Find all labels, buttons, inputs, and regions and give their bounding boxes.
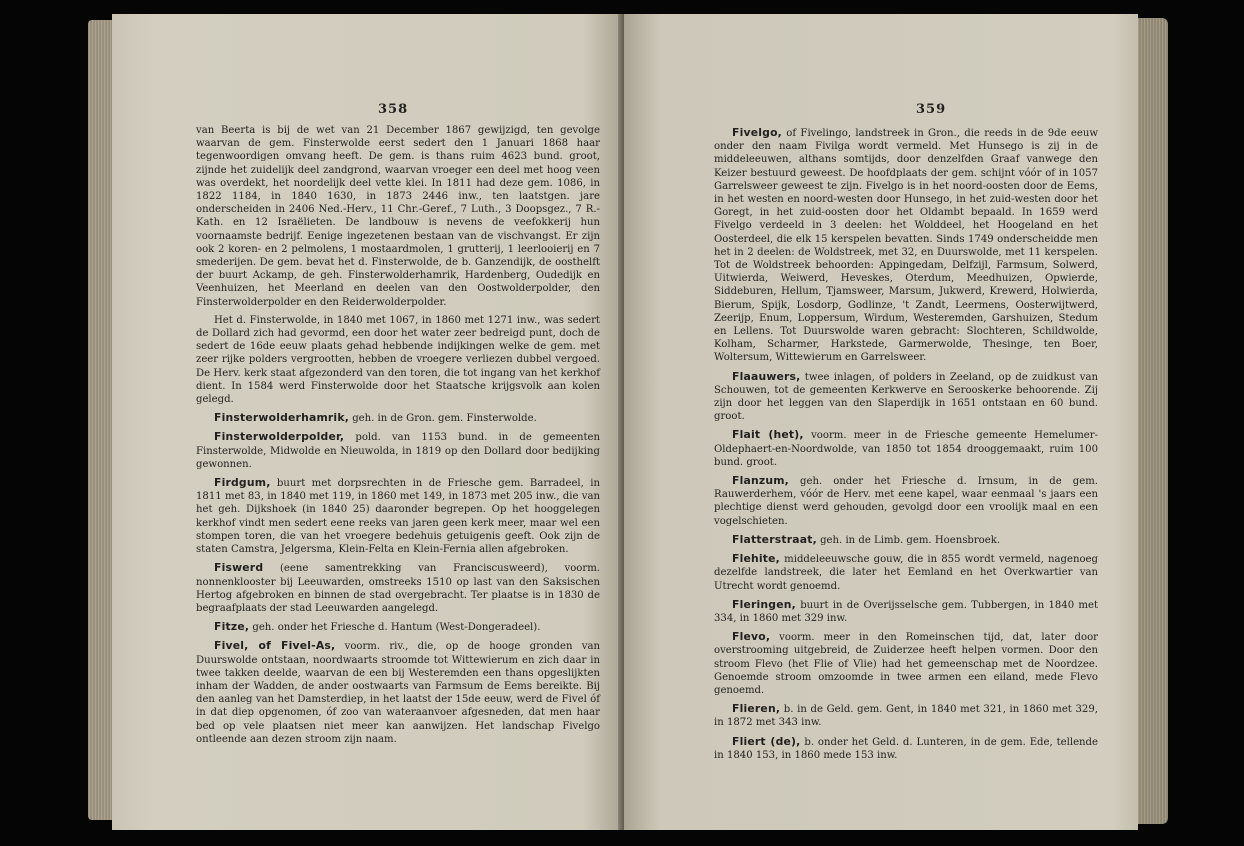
paragraph: Het d. Finsterwolde, in 1840 met 1067, in 1860 met 1271 inw., was sedert de Dollard zich had gevormd, een door het water zeer bedreigd punt, doch de sedert de 16de eeuw plaats gehad hebbende indijkingen welke de gem. met zeer rijke polders vergrootten, hebben de vroegere verliezen dubbel vergoed. De Herv. kerk staat afgezonderd van den toren, die tot ingang van het kerkhof dient. In 1584 werd Finsterwolde door het Staatsche krijgsvolk aan kolen gelegd. <box>196 314 600 406</box>
entry: Flait (het), voorm. meer in de Friesche gemeente Hemelumer-Oldephaert-en-Noordwolde, van 1850 tot 1854 drooggemaakt, ruim 100 bund. groot. <box>714 428 1098 468</box>
entry: Fiswerd (eene samentrekking van Franciscusweerd), voorm. nonnenklooster bij Leeuwarden, omstreeks 1510 op last van den Saksischen Hertog afgebroken en binnen de stad overgebracht. Ter plaatse is in 1830 de begraafplaats der stad Leeuwarden aangelegd. <box>196 561 600 614</box>
entry: Fivelgo, of Fivelingo, landstreek in Gron., die reeds in de 9de eeuw onder den naam Fivilga wordt vermeld. Met Hunsego is zij in de middeleeuwen, althans somtijds, door denzelfden Graaf vanwege den Keizer bestuurd geweest. De hoofdplaats der gem. schijnt vóór of in 1057 Garrelsweer geweest te zijn. Fivelgo is in het noord-oosten door de Eems, in het westen en noord-westen door Hunsego, in het zuid-westen door het Goregt, in het zuid-oosten door het Oldambt bepaald. In 1659 werd Fivelgo verdeeld in 3 deelen: het Wolddeel, het Hoogeland en het Oosterdeel, die elk 15 kerspelen bevatten. Sinds 1749 onderscheidde men het in 2 deelen: de Woldstreek, met 32, en Duurswolde, met 11 kerspelen. Tot de Woldstreek behoorden: Appingedam, Delfzijl, Farmsum, Solwerd, Uitwierda, Weiwerd, Heveskes, Oterdum, Meedhuizen, Opwierde, Siddeburen, Hellum, Tjamsweer, Marsum, Jukwerd, Krewerd, Holwierda, Bierum, Spijk, Losdorp, Godlinze, 't Zandt, Leermens, Oosterwijtwerd, Zeerijp, Enum, Loppersum, Wirdum, Westeremden, Garshuizen, Stedum en Lellens. Tot Duurswolde waren gebracht: Slochteren, Schildwolde, Kolham, Scharmer, Harkstede, Garmerwolde, Thesinge, ten Boer, Woltersum, Wittewierum en Garrelsweer. <box>714 126 1098 364</box>
entry: Flehite, middeleeuwsche gouw, die in 855 wordt vermeld, nagenoeg dezelfde landstreek, die later het Eemland en het Overkwartier van Utrecht wordt genoemd. <box>714 552 1098 592</box>
entry-headword: Finsterwolderhamrik, <box>214 411 349 425</box>
entry-headword: Finsterwolderpolder, <box>214 430 345 444</box>
entry-headword: Fiswerd <box>214 561 264 575</box>
entry-headword: Fliert (de), <box>732 734 801 748</box>
entry: Fliert (de), b. onder het Geld. d. Lunteren, in de gem. Ede, tellende in 1840 153, in 1860 mede 153 inw. <box>714 734 1098 761</box>
right-page <box>624 14 1138 830</box>
entry: Fitze, geh. onder het Friesche d. Hantum (West-Dongeradeel). <box>214 620 541 634</box>
entry-headword: Flatterstraat, <box>732 532 817 546</box>
entry-headword: Flait (het), <box>732 428 804 442</box>
entry: Flieren, b. in de Geld. gem. Gent, in 1840 met 321, in 1860 met 329, in 1872 met 343 inw. <box>714 702 1098 729</box>
entry-headword: Firdgum, <box>214 476 271 490</box>
page-number: 359 <box>916 102 947 117</box>
entry-headword: Fitze, <box>214 620 250 634</box>
entry-headword: Fivelgo, <box>732 126 782 139</box>
entry-headword: Flaauwers, <box>732 369 801 383</box>
entry-headword: Flehite, <box>732 552 780 566</box>
entry: Fleringen, buurt in de Overijsselsche gem. Tubbergen, in 1840 met 334, in 1860 met 329 inw. <box>714 597 1098 624</box>
entry-headword: Fleringen, <box>732 597 796 611</box>
book-edge-right <box>1134 18 1168 824</box>
page-number: 358 <box>378 102 409 117</box>
paragraph: van Beerta is bij de wet van 21 December 1867 gewijzigd, ten gevolge waarvan de gem. Finsterwolde eerst sedert den 1 Januari 1868 haar tegenwoordigen omvang heeft. De gem. is thans ruim 4623 bund. groot, zijnde het zuidelijk deel zandgrond, waarvan vroeger een deel met hoog veen was overdekt, het noordelijk deel vette klei. In 1811 had deze gem. 1086, in 1822 1184, in 1840 1630, in 1873 2446 inw., ten laatstgen. jare onderscheiden in 2406 Ned.-Herv., 11 Chr.-Geref., 7 Luth., 3 Doopsgez., 7 R.-Kath. en 12 Israëlieten. De landbouw is nevens de veefokkerij hun voornaamste bedrijf. Eenige ingezetenen bestaan van de vischvangst. Er zijn ook 2 koren- en 2 pelmolens, 1 mostaardmolen, 1 grutterij, 1 leerlooierij en 7 smederijen. De gem. bevat het d. Finsterwolde, de b. Ganzendijk, de oosthelft der buurt Ackamp, de geh. Finsterwolderhamrik, Hardenberg, Oudedijk en Veenhuizen, het Meerland en deelen van den Oostwolderpolder, den Finsterwolderpolder en den Reiderwolderpolder. <box>196 125 600 308</box>
entry-headword: Flieren, <box>732 702 781 716</box>
entry: Finsterwolderpolder, pold. van 1153 bund. in de gemeenten Finsterwolde, Midwolde en Nieuwolda, in 1819 op den Dollard door bedijking gewonnen. <box>196 430 600 470</box>
open-book <box>88 14 1168 830</box>
right-text-column <box>714 126 1098 767</box>
entry-headword: Flevo, <box>732 630 771 644</box>
entry: Fivel, of Fivel-As, voorm. riv., die, op de hooge gronden van Duurswolde ontstaan, noordwaarts stroomde tot Wittewierum en zich daar in twee takken deelde, waarvan de een bij Westeremden een thans opgeslijkten inham der Wadden, de ander oostwaarts van Farmsum de Eems bereikte. Bij den aanleg van het Damsterdiep, in het laatst der 15de eeuw, werd de Fivel óf in dat diep opgenomen, óf zoo van wateraanvoer afgesneden, dat men haar bed op vele plaatsen niet meer kan aanwijzen. Het landschap Fivelgo ontleende aan dezen stroom zijn naam. <box>196 639 600 745</box>
entry: Flatterstraat, geh. in de Limb. gem. Hoensbroek. <box>732 532 1001 546</box>
entry-headword: Flanzum, <box>732 474 789 488</box>
entry: Flevo, voorm. meer in den Romeinschen tijd, dat, later door overstrooming uitgebreid, de Zuiderzee heeft helpen vormen. Door den stroom Flevo (het Flie of Vlie) had het gemeenschap met de Noordzee. Genoemde stroom omzoomde in twee armen een eiland, mede Flevo genoemd. <box>714 630 1098 696</box>
entry: Finsterwolderhamrik, geh. in de Gron. gem. Finsterwolde. <box>214 411 537 425</box>
entry: Firdgum, buurt met dorpsrechten in de Friesche gem. Barradeel, in 1811 met 83, in 1840 met 119, in 1860 met 149, in 1873 met 205 inw., die van het geh. Dijkshoek (in 1840 25) daaronder begrepen. Op het hooggelegen kerkhof vindt men sedert eene reeks van jaren geen kerk meer, maar wel een stompen toren, die van het vroegere bedehuis getuigenis geeft. Ook zijn de staten Camstra, Jelgersma, Klein-Felta en Klein-Fernia allen afgebroken. <box>196 476 600 556</box>
left-text-column <box>196 124 600 751</box>
entry-headword: Fivel, of Fivel-As, <box>214 639 336 653</box>
left-page <box>112 14 624 830</box>
entry: Flanzum, geh. onder het Friesche d. Irnsum, in de gem. Rauwerderhem, vóór de Herv. met eene kapel, waar eenmaal 's jaars een plechtige dienst werd gehouden, gevolgd door een vroolijk maal en een vogelschieten. <box>714 474 1098 527</box>
entry: Flaauwers, twee inlagen, of polders in Zeeland, op de zuidkust van Schouwen, tot de gemeenten Kerkwerve en Serooskerke behoorende. Zij zijn door het leggen van den Slaperdijk in 1651 ontstaan en 60 bund. groot. <box>714 369 1098 423</box>
